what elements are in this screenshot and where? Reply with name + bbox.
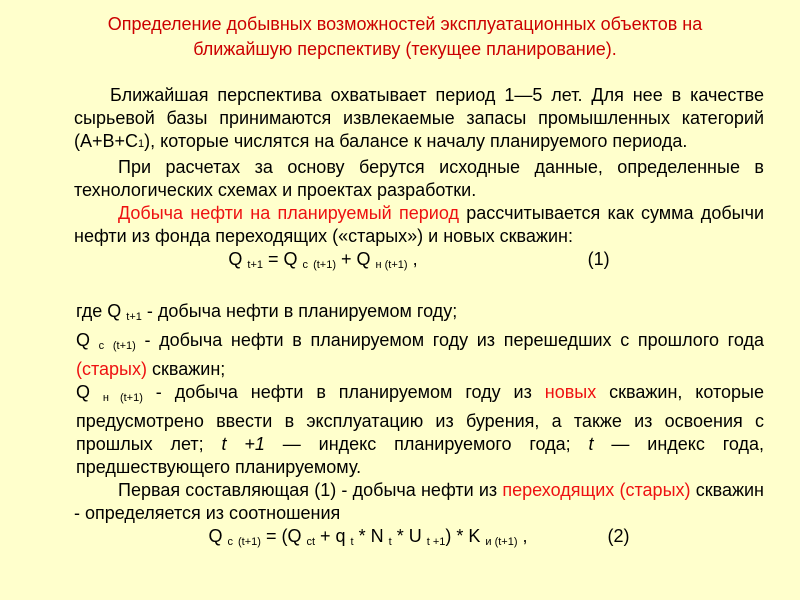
index-symbol: t [588,434,594,454]
formula-subscript: и (t+1) [485,536,518,548]
definition-symbol: Q [76,382,103,402]
definition-text: скважин; [147,359,226,379]
formula-part: * N [353,526,389,546]
definition-text: - добыча нефти в планируемом году из перешедших с прошлого года [135,330,764,350]
definition-q-new [76,381,764,479]
formula-subscript: t [350,536,354,548]
highlight-text: переходящих (старых) [502,480,691,500]
slide-title [60,12,750,62]
paragraph-basis [74,156,764,202]
definition-subscript: (t+1) [112,340,136,352]
category-subscript: 1 [138,138,145,150]
formula-number: (2) [607,526,630,546]
formula-subscript: н (t+1) [375,259,408,271]
formula-subscript: с [302,259,309,271]
paragraph-text: Ближайшая перспектива охватывает период 1—5 лет. Для нее в качестве сырьевой базы принимаются извлекаемые запасы промышленных категорий (А+В+С [74,85,764,151]
definition-subscript: t+1 [126,311,142,323]
definition-q-old [76,329,764,381]
definition-symbol: Q [76,330,99,350]
formula-subscript: ct [306,536,316,548]
paragraph-period [74,84,764,156]
title-line-2: ближайшую перспективу (текущее планирование). [193,39,617,59]
spacer [74,277,764,300]
paragraph-text: Первая составляющая (1) - добыча нефти из [118,480,503,500]
formula-part: + Q [336,249,376,269]
definition-text: скважин, которые предусмотрено ввести в эксплуатацию из бурения, а также из освоения с прошлых лет; [76,382,765,454]
formula-2 [74,525,764,554]
highlight-text: (старых) [76,359,147,379]
slide-body [74,84,764,554]
definition-text: — индекс года, предшествующего планируемому. [76,434,765,477]
paragraph-text: рассчитывается как сумма добычи нефти из фонда переходящих («старых») и новых скважин: [74,203,765,246]
paragraph-production [74,202,764,248]
formula-part: + q [315,526,351,546]
definition-q-total [76,300,764,329]
formula-subscript: (t+1) [313,259,336,271]
formula-part: , [407,249,418,269]
formula-subscript: t +1 [426,536,446,548]
paragraph-first-component [74,479,764,525]
highlight-text: Добыча нефти на планируемый период [118,203,459,223]
formula-subscript: с [227,536,233,548]
formula-part: , [517,526,528,546]
formula-part: = Q [263,249,303,269]
formula-number: (1) [587,249,610,269]
formula-part: * U [391,526,427,546]
index-symbol: t +1 [221,434,265,454]
formula-part: ) * K [445,526,486,546]
paragraph-text: скважин - определяется из соотношения [74,480,764,523]
definition-text: - добыча нефти в планируемом году из [142,382,545,402]
title-line-1: Определение добывных возможностей эксплуатационных объектов на [107,14,703,34]
definition-symbol: где Q [76,301,127,321]
highlight-text: новых [544,382,597,402]
formula-part: = (Q [260,526,307,546]
definition-subscript: н (t+1) [102,392,143,404]
paragraph-text: ), которые числятся на балансе к началу планируемого периода. [144,131,688,151]
formula-subscript: t+1 [247,259,264,271]
formula-subscript: t [388,536,392,548]
formula-1 [74,248,764,277]
definition-subscript: с [98,340,105,352]
formula-part: Q [228,249,248,269]
formula-subscript: (t+1) [238,536,261,548]
paragraph-text: При расчетах за основу берутся исходные данные, определенные в технологических схемах и проектах разработки. [74,157,764,200]
definition-text: - добыча нефти в планируемом году; [141,301,458,321]
definition-text: — индекс планируемого года; [264,434,589,454]
formula-part: Q [208,526,228,546]
